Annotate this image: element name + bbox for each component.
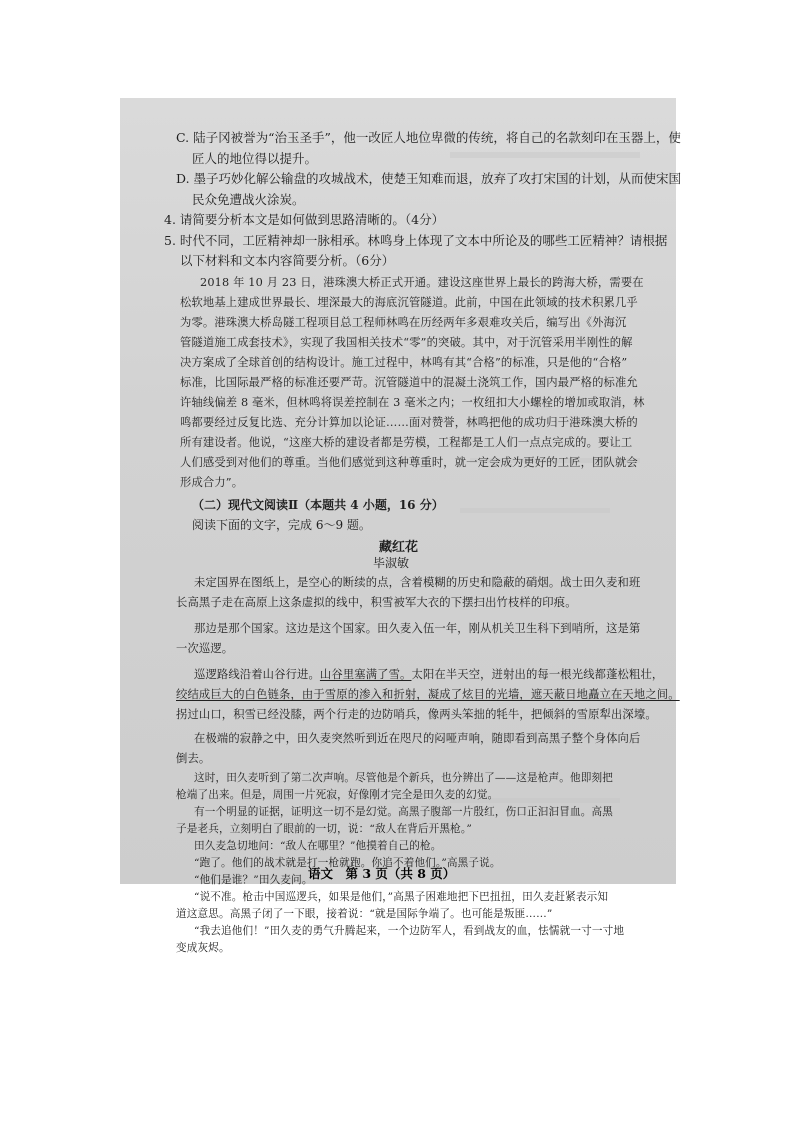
story-line: 枪端了出来。但是，周围一片死寂，好像刚才完全是田久麦的幻觉。 [176,789,499,801]
story-line: “说不准。枪击中国巡逻兵，如果是他们，”高黑子困难地把下巴扭扭，田久麦赶紧表示知 [194,891,609,903]
material-line: 标准，比国际最严格的标准还要严苛。沉管隧道中的混凝土浇筑工作，国内最严格的标准允 [180,376,638,389]
underlined-text: 山谷里塞满了雪。 [319,668,412,681]
story-title: 藏红花 [379,540,419,555]
story-line: 子是老兵，立刻明白了眼前的一切，说：“敌人在背后开黑枪。” [176,823,472,835]
story-line: 未定国界在图纸上，是空心的断续的点，含着模糊的历史和隐蔽的硝烟。战士田久麦和班 [194,576,641,589]
story-line: “我去追他们！”田久麦的勇气升腾起来，一个边防军人，看到战友的血，怯懦就一寸一寸地 [194,925,625,937]
option-d-line2: 民众免遭战火涂炭。 [192,192,305,207]
story-line: 田久麦急切地问：“敌人在哪里？”他摸着自己的枪。 [194,840,442,852]
story-text: 太阳在半天空，迸射出的每一根光线都蓬松粗壮， [411,668,664,681]
material-line: 形成合力”。 [180,476,244,489]
story-line: 倒去。 [176,752,211,765]
option-d-line1: D. 墨子巧妙化解公输盘的攻城战术，使楚王知难而退，放弃了攻打宋国的计划，从而使宋国 [176,171,682,186]
story-line: 一次巡逻。 [176,642,234,655]
material-line: 许轴线偏差 8 毫米，但林鸣将误差控制在 3 毫米之内；一枚纽扣大小螺栓的增加或取消，林 [180,396,645,409]
material-line: 人们感受到对他们的尊重。当他们感觉到这种尊重时，就一定会成为更好的工匠，团队就会 [180,456,638,469]
story-line: 长高黑子走在高原上这条虚拟的线中，积雪被军大衣的下摆扫出竹枝样的印痕。 [176,596,577,609]
material-line: 所有建设者。他说，“这座大桥的建设者都是劳模，工程都是工人们一点点完成的。要让工 [180,436,633,449]
material-line: 决方案成了全球首创的结构设计。施工过程中，林鸣有其“合格”的标准，只是他的“合格” [180,356,628,369]
option-c-line2: 匠人的地位得以提升。 [192,151,318,166]
story-text: 巡逻路线沿着山谷行进。 [194,668,320,681]
story-author: 毕淑敏 [373,556,410,570]
question-5-line2: 以下材料和文本内容简要分析。（6分） [180,253,395,268]
instruction-text: 阅读下面的文字，完成 6～9 题。 [192,518,371,532]
material-line: 2018 年 10 月 23 日，港珠澳大桥正式开通。建设这座世界上最长的跨海大桥，需要在 [200,276,644,289]
story-line: “跑了。他们的战术就是打一枪就跑。你追不着他们。”高黑子说。 [194,857,501,869]
option-c-line1: C. 陆子冈被誉为“治玉圣手”，他一改匠人地位卑微的传统，将自己的名款刻印在玉器上，使 [176,130,681,145]
material-line: 鸣都要经过反复比选、充分计算加以论证……面对赞誉，林鸣把他的成功归于港珠澳大桥的 [180,416,638,429]
page-footer: 语文 第 3 页（共 8 页） [308,866,456,881]
story-line: 那边是那个国家。这边是这个国家。田久麦入伍一年，刚从机关卫生科下到哨所，这是第 [194,622,641,635]
story-p9-p11 [120,98,676,884]
story-line: 道这意思。高黑子闭了一下眼，接着说：“就是国际争端了。也可能是叛匪……” [176,908,553,920]
question-5-line1: 5. 时代不同，工匠精神却一脉相承。林鸣身上体现了文本中所论及的哪些工匠精神？请根据 [164,233,668,248]
story-line: 变成灰烬。 [176,942,230,954]
section-heading: （二）现代文阅读Ⅱ（本题共 4 小题，16 分） [192,498,444,512]
material-line: 为零。港珠澳大桥岛隧工程项目总工程师林鸣在历经两年多艰难攻关后，编写出《外海沉 [180,316,627,329]
story-line: 在极端的寂静之中，田久麦突然听到近在咫尺的闷哑声响，随即看到高黑子整个身体向后 [194,732,641,745]
question-4: 4. 请简要分析本文是如何做到思路清晰的。（4分） [164,212,445,227]
story-line: 这时，田久麦听到了第二次声响。尽管他是个新兵，也分辨出了——这是枪声。他即刻把 [194,772,614,784]
story-line: “他们是谁？”田久麦问。 [194,874,313,886]
story-line: 有一个明显的证据，证明这一切不是幻觉。高黑子腹部一片殷红，伤口正汩汩冒血。高黑 [194,806,614,818]
underlined-story-line: 绞结成巨大的白色链条，由于雪原的渗入和折射，凝成了炫目的光墙，遮天蔽日地矗立在天地之间。 [176,688,680,701]
material-line: 松软地基上建成世界最长、埋深最大的海底沉管隧道。此前，中国在此领域的技术积累几乎 [180,296,638,309]
footer-band [120,860,676,886]
story-line: 拐过山口，积雪已经没膝，两个行走的边防哨兵，像两头笨拙的牦牛，把倾斜的雪原犁出深壕。 [176,708,657,721]
material-line: 管隧道施工成套技术》，实现了我国相关技术“零”的突破。其中，对于沉管采用半刚性的解 [180,336,633,349]
